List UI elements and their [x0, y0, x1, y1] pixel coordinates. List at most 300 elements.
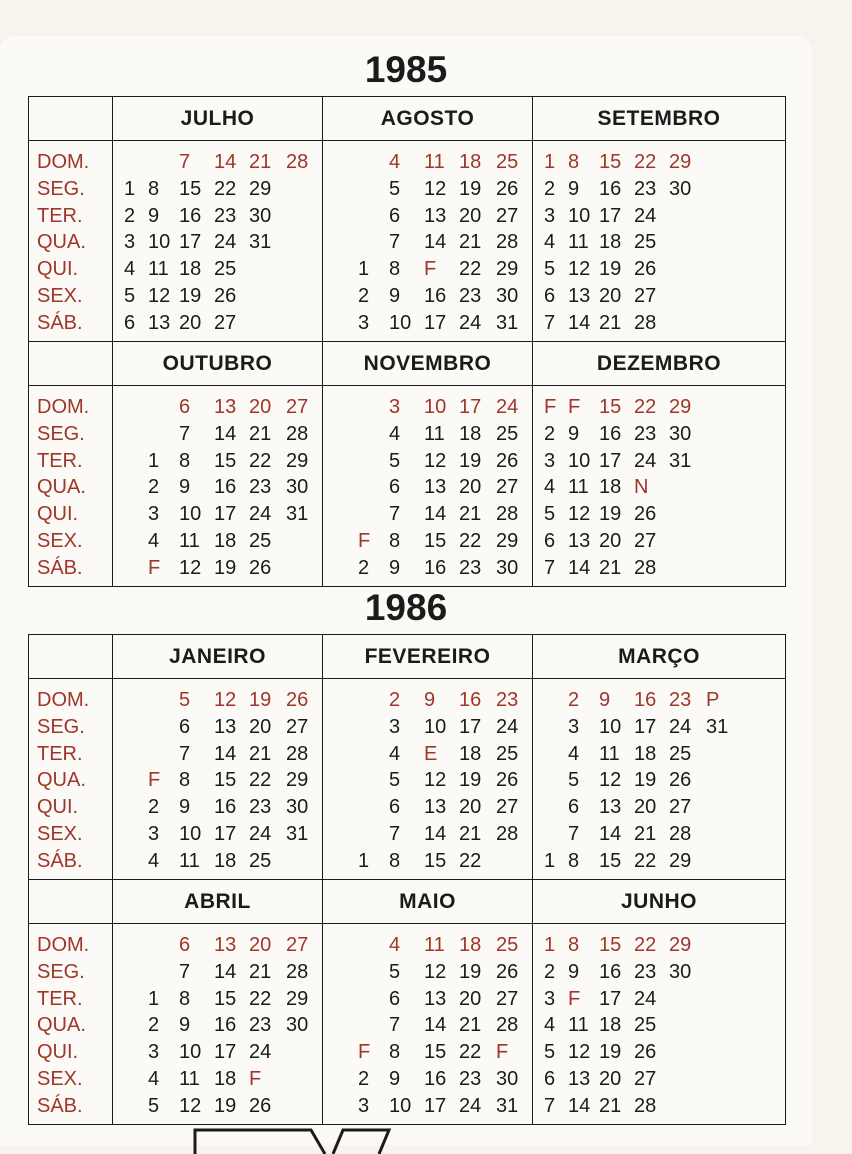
day-cell: 26	[496, 769, 519, 792]
day-cell	[706, 474, 743, 501]
day-cell	[706, 1093, 743, 1120]
weekday-label: QUA.	[37, 1014, 86, 1037]
day-cell	[286, 229, 323, 256]
day-cell: 2	[544, 177, 556, 200]
day-cell: 20	[459, 796, 482, 819]
day-cell: 21	[634, 822, 657, 845]
day-cell: 15	[599, 849, 622, 872]
day-cell: 2	[544, 422, 556, 445]
day-cell: 12	[568, 503, 591, 526]
day-cell: 30	[669, 960, 692, 983]
half-year-apr-jun	[29, 880, 786, 1125]
day-cell: 20	[179, 311, 202, 334]
weekday-label: DOM.	[37, 396, 90, 418]
day-cell: F	[568, 396, 581, 418]
day-cell	[706, 1039, 743, 1066]
day-cell: 27	[496, 796, 519, 819]
day-cell: 12	[179, 1094, 202, 1117]
day-cell	[544, 687, 568, 714]
day-cell	[148, 714, 179, 741]
day-cell: 19	[599, 503, 622, 526]
day-cell: 3	[358, 311, 370, 334]
day-cell	[706, 501, 743, 528]
days-row	[29, 679, 786, 880]
day-cell: 17	[424, 1094, 447, 1117]
day-cell	[286, 256, 323, 283]
month-days-cell	[533, 386, 786, 587]
day-cell	[669, 256, 706, 283]
day-cell	[124, 794, 148, 821]
day-cell: 27	[496, 204, 519, 227]
day-cell: 2	[358, 556, 370, 579]
day-cell: 21	[459, 503, 482, 526]
day-cell: 22	[459, 258, 482, 281]
day-cell: 7	[568, 822, 580, 845]
day-cell: 24	[669, 715, 692, 738]
day-cell: 4	[389, 422, 401, 445]
day-cell: 13	[424, 204, 447, 227]
day-cell	[706, 821, 743, 848]
day-cell	[706, 848, 743, 875]
day-cell: 3	[568, 715, 580, 738]
day-cell: 19	[634, 769, 657, 792]
day-cell: 25	[634, 1014, 657, 1037]
day-cell: 8	[179, 449, 191, 472]
day-cell: 25	[496, 422, 519, 445]
weekday-label: TER.	[37, 449, 83, 472]
day-cell: 10	[179, 822, 202, 845]
day-cell: 25	[496, 151, 519, 173]
day-cell: 10	[148, 231, 171, 254]
days-row	[29, 386, 786, 587]
day-cell	[286, 848, 323, 875]
day-cell: 14	[568, 311, 591, 334]
day-cell: 20	[459, 204, 482, 227]
weekday-column	[29, 141, 113, 342]
day-cell: 12	[214, 689, 237, 711]
day-grid	[323, 141, 532, 337]
day-cell: 3	[148, 1041, 160, 1064]
day-cell	[706, 986, 743, 1013]
day-cell: 22	[634, 849, 657, 872]
day-cell	[706, 203, 743, 230]
header-corner-cell	[29, 342, 113, 386]
day-cell: 4	[544, 476, 556, 499]
weekday-label: QUI.	[37, 796, 79, 819]
day-cell: 26	[249, 1094, 272, 1117]
day-cell: 21	[459, 822, 482, 845]
day-cell	[249, 283, 286, 310]
day-cell	[669, 1066, 706, 1093]
day-cell: 15	[424, 529, 447, 552]
day-cell: 8	[568, 151, 580, 173]
day-cell: 17	[599, 987, 622, 1010]
day-cell	[706, 767, 743, 794]
day-cell: 10	[179, 1041, 202, 1064]
day-cell: 3	[544, 449, 556, 472]
day-cell: 2	[389, 689, 401, 711]
day-cell: 24	[496, 715, 519, 738]
day-cell: 30	[286, 1014, 309, 1037]
month-days-cell	[323, 386, 533, 587]
day-cell: 31	[706, 715, 729, 738]
day-cell	[334, 256, 358, 283]
day-cell	[124, 501, 148, 528]
day-cell: 5	[124, 284, 136, 307]
day-cell: 2	[544, 960, 556, 983]
day-cell: 18	[214, 529, 237, 552]
day-cell: 6	[124, 311, 136, 334]
day-cell: 5	[544, 503, 556, 526]
day-cell	[669, 1039, 706, 1066]
month-header-row	[29, 880, 786, 924]
day-cell: 2	[358, 284, 370, 307]
day-cell: 17	[179, 231, 202, 254]
day-cell	[544, 794, 568, 821]
day-cell: 22	[459, 849, 482, 872]
day-cell: 10	[599, 715, 622, 738]
day-cell: 26	[496, 449, 519, 472]
day-cell: 11	[179, 849, 200, 872]
day-cell	[358, 149, 389, 176]
day-cell: 17	[634, 715, 657, 738]
day-cell	[124, 848, 148, 875]
day-cell: 1	[358, 258, 370, 281]
day-cell: 13	[424, 476, 447, 499]
day-cell: 15	[599, 151, 622, 173]
day-cell: 4	[544, 231, 556, 254]
day-cell: 11	[599, 742, 620, 765]
day-cell	[669, 283, 706, 310]
day-cell: 27	[286, 715, 309, 738]
day-cell: 18	[214, 1067, 237, 1090]
day-cell: 9	[568, 960, 580, 983]
day-cell: 22	[459, 529, 482, 552]
day-cell: 29	[496, 529, 519, 552]
weekday-label: SÁB.	[37, 311, 83, 334]
day-cell	[706, 149, 743, 176]
day-cell: 25	[669, 742, 692, 765]
day-cell: 22	[634, 396, 657, 418]
day-cell: 30	[496, 556, 519, 579]
day-cell	[544, 741, 568, 768]
day-cell	[358, 474, 389, 501]
day-cell: 31	[496, 1094, 519, 1117]
day-cell	[124, 959, 148, 986]
day-cell	[706, 528, 743, 555]
day-cell	[124, 714, 148, 741]
day-cell: 10	[424, 396, 447, 418]
day-cell: 20	[599, 284, 622, 307]
day-cell: 30	[249, 204, 272, 227]
day-cell: 4	[124, 258, 136, 281]
day-cell: 15	[424, 849, 447, 872]
day-cell: 17	[599, 204, 622, 227]
day-cell: 27	[286, 934, 309, 956]
day-cell	[286, 176, 323, 203]
day-cell: 23	[459, 284, 482, 307]
day-cell	[358, 1012, 389, 1039]
day-cell: 5	[148, 1094, 160, 1117]
day-cell: 20	[634, 796, 657, 819]
day-cell: 6	[179, 396, 191, 418]
day-cell: 30	[496, 1067, 519, 1090]
day-cell: 16	[179, 204, 202, 227]
month-days-cell	[113, 386, 323, 587]
day-cell: 20	[249, 715, 272, 738]
half-year-jan-mar	[29, 635, 786, 880]
day-cell: 21	[249, 742, 272, 765]
day-cell: 19	[459, 449, 482, 472]
day-cell: 22	[459, 1041, 482, 1064]
day-cell: 14	[568, 556, 591, 579]
day-grid	[113, 679, 322, 875]
day-cell	[334, 821, 358, 848]
day-cell	[496, 848, 533, 875]
day-cell: 17	[214, 1041, 237, 1064]
day-cell	[358, 794, 389, 821]
month-name: SETEMBRO	[533, 97, 786, 141]
day-cell: 30	[669, 422, 692, 445]
day-cell	[706, 229, 743, 256]
weekday-label: SEG.	[37, 177, 85, 200]
day-cell	[124, 1012, 148, 1039]
day-cell: F	[148, 769, 161, 792]
day-cell: 27	[669, 796, 692, 819]
day-cell: 20	[249, 934, 272, 956]
day-cell	[706, 794, 743, 821]
month-name: FEVEREIRO	[323, 635, 533, 679]
day-cell: 19	[459, 177, 482, 200]
day-cell: 21	[249, 151, 272, 173]
day-cell: 28	[669, 822, 692, 845]
day-cell	[544, 821, 568, 848]
day-cell: 13	[568, 284, 591, 307]
day-cell: 23	[634, 422, 657, 445]
day-cell: 22	[214, 177, 237, 200]
day-cell: 2	[148, 796, 160, 819]
weekday-label: QUI.	[37, 503, 79, 526]
day-cell: 7	[179, 151, 191, 173]
day-cell	[334, 310, 358, 337]
day-cell: 12	[568, 1041, 591, 1064]
day-cell: 13	[214, 396, 237, 418]
day-cell: 22	[249, 987, 272, 1010]
day-cell: 24	[249, 1041, 272, 1064]
day-cell: 21	[599, 311, 622, 334]
day-cell	[358, 959, 389, 986]
day-cell: 8	[389, 529, 401, 552]
day-cell	[334, 714, 358, 741]
day-cell: F	[148, 556, 161, 579]
day-cell: F	[358, 529, 371, 552]
day-cell	[358, 501, 389, 528]
day-cell: 14	[424, 231, 447, 254]
day-cell	[286, 310, 323, 337]
day-cell: 16	[599, 960, 622, 983]
month-header-row	[29, 635, 786, 679]
day-cell	[334, 555, 358, 582]
day-cell: 12	[179, 556, 202, 579]
day-cell: 5	[568, 769, 580, 792]
day-cell: 22	[249, 449, 272, 472]
day-cell: 21	[599, 1094, 622, 1117]
day-cell: 16	[634, 689, 657, 711]
day-cell	[669, 501, 706, 528]
day-cell: 24	[249, 822, 272, 845]
day-cell: 1	[148, 449, 160, 472]
day-cell: 13	[599, 796, 622, 819]
day-cell: 4	[389, 151, 401, 173]
day-cell: 19	[459, 960, 482, 983]
month-header-row	[29, 342, 786, 386]
day-cell: 8	[389, 849, 401, 872]
day-cell: 4	[148, 529, 160, 552]
day-cell	[706, 394, 743, 421]
day-cell	[334, 986, 358, 1013]
day-cell: 26	[669, 769, 692, 792]
day-cell: 19	[249, 689, 272, 711]
month-name: JUNHO	[533, 880, 786, 924]
day-cell	[358, 767, 389, 794]
day-cell	[334, 932, 358, 959]
day-cell: 17	[214, 503, 237, 526]
day-cell	[669, 555, 706, 582]
day-cell: 4	[148, 849, 160, 872]
day-cell	[706, 932, 743, 959]
day-cell: 16	[459, 689, 482, 711]
day-cell: 11	[424, 934, 445, 956]
day-cell	[124, 149, 148, 176]
month-days-cell	[533, 679, 786, 880]
day-cell: 15	[214, 987, 237, 1010]
day-cell: 29	[669, 934, 692, 956]
header-corner-cell	[29, 880, 113, 924]
day-cell	[706, 283, 743, 310]
month-days-cell	[323, 141, 533, 342]
day-cell: 15	[214, 769, 237, 792]
day-cell: 12	[599, 769, 622, 792]
day-cell	[669, 474, 706, 501]
day-cell: 8	[389, 1041, 401, 1064]
day-cell: 14	[424, 1014, 447, 1037]
weekday-label: DOM.	[37, 934, 90, 956]
day-cell: 3	[124, 231, 136, 254]
day-cell: 15	[599, 934, 622, 956]
day-cell: 12	[424, 960, 447, 983]
day-cell: 30	[496, 284, 519, 307]
logo-fragment-icon	[193, 1124, 393, 1154]
day-cell: 5	[389, 177, 401, 200]
month-name: MARÇO	[533, 635, 786, 679]
day-cell: 26	[634, 1041, 657, 1064]
weekday-label: TER.	[37, 987, 83, 1010]
day-cell: 9	[424, 689, 436, 711]
month-name: ABRIL	[113, 880, 323, 924]
day-cell: 5	[544, 1041, 556, 1064]
day-cell: 23	[459, 1067, 482, 1090]
day-cell: 11	[424, 151, 445, 173]
day-cell	[706, 1066, 743, 1093]
day-cell: 26	[214, 284, 237, 307]
day-cell: 1	[544, 151, 556, 173]
day-cell: 2	[148, 1014, 160, 1037]
day-cell: 20	[249, 396, 272, 418]
day-cell	[148, 149, 179, 176]
day-cell: 3	[544, 204, 556, 227]
weekday-label: QUA.	[37, 476, 86, 499]
day-cell	[148, 741, 179, 768]
day-cell: 12	[148, 284, 171, 307]
day-cell: 11	[424, 422, 445, 445]
weekday-label: TER.	[37, 204, 83, 227]
day-cell: 2	[148, 476, 160, 499]
day-cell: 9	[179, 1014, 191, 1037]
month-days-cell	[323, 924, 533, 1125]
day-cell: 16	[214, 796, 237, 819]
weekday-label: SEG.	[37, 422, 85, 445]
day-cell: 18	[459, 422, 482, 445]
day-cell: 24	[634, 204, 657, 227]
day-cell	[148, 932, 179, 959]
day-cell: 7	[544, 311, 556, 334]
day-cell	[249, 256, 286, 283]
day-cell: 27	[634, 529, 657, 552]
day-cell: 17	[459, 396, 482, 418]
day-cell	[334, 149, 358, 176]
day-cell: 18	[599, 231, 622, 254]
day-cell: 2	[124, 204, 136, 227]
day-cell	[358, 932, 389, 959]
weekday-label: QUA.	[37, 231, 86, 254]
day-cell: 30	[669, 177, 692, 200]
day-cell: 9	[568, 422, 580, 445]
day-cell: 23	[249, 476, 272, 499]
weekday-column	[29, 386, 113, 587]
day-cell: 11	[568, 476, 589, 499]
day-cell: F	[249, 1067, 262, 1090]
day-cell: 7	[179, 960, 191, 983]
day-cell: 16	[424, 556, 447, 579]
day-cell	[334, 474, 358, 501]
day-cell	[669, 986, 706, 1013]
day-cell	[124, 932, 148, 959]
day-cell	[334, 1093, 358, 1120]
day-cell: 12	[424, 449, 447, 472]
day-cell: 13	[214, 934, 237, 956]
day-cell: 16	[424, 1067, 447, 1090]
day-cell: 29	[286, 769, 309, 792]
day-cell	[334, 1066, 358, 1093]
day-cell	[148, 394, 179, 421]
day-cell	[286, 528, 323, 555]
day-cell: 21	[249, 960, 272, 983]
day-cell: 1	[358, 849, 370, 872]
day-cell	[334, 959, 358, 986]
day-cell: 26	[496, 960, 519, 983]
day-cell: 7	[179, 742, 191, 765]
day-cell: 31	[496, 311, 519, 334]
day-cell: 23	[634, 177, 657, 200]
day-cell: 28	[286, 422, 309, 445]
weekday-label: SEX.	[37, 822, 83, 845]
day-cell: 3	[389, 396, 401, 418]
day-cell: 28	[496, 503, 519, 526]
month-days-cell	[113, 141, 323, 342]
day-cell: 25	[496, 742, 519, 765]
day-cell: 8	[179, 987, 191, 1010]
day-cell: 14	[424, 822, 447, 845]
